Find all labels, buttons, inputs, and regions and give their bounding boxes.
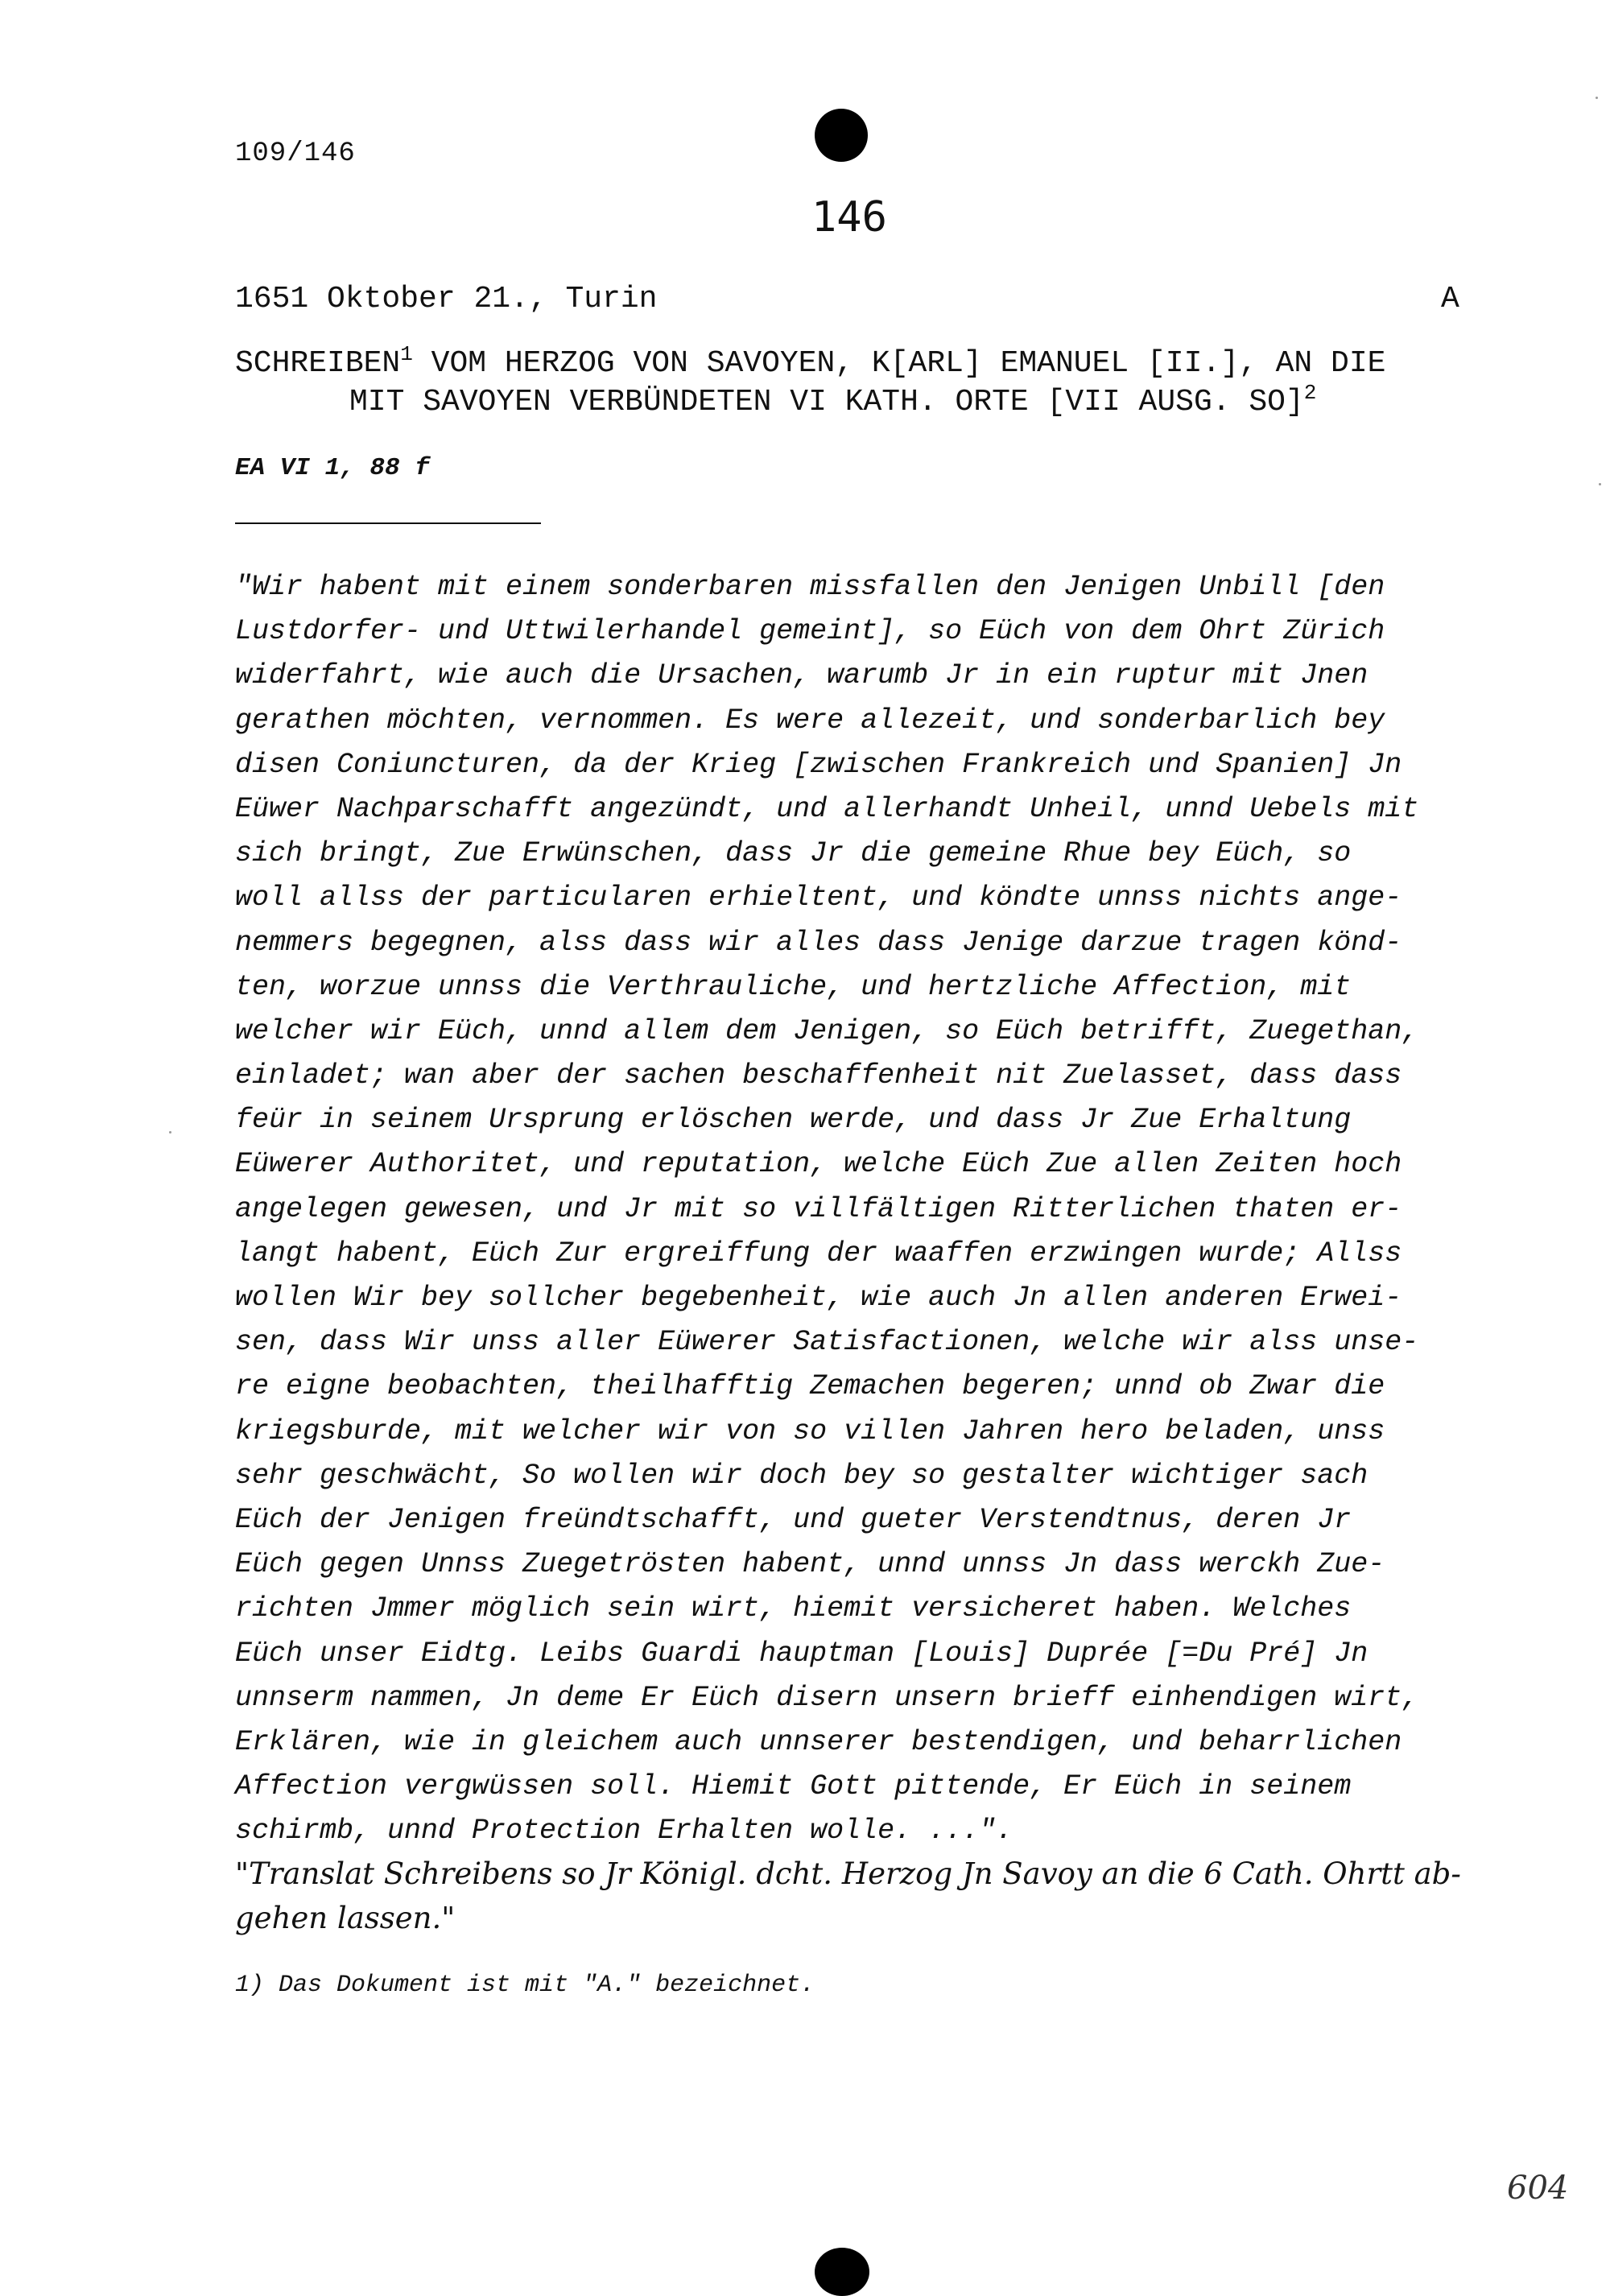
body-line: sich bringt, Zue Erwünschen, dass Jr die gemeine Rhue bey Eüch, so xyxy=(235,837,1352,870)
body-line: richten Jmmer möglich sein wirt, hiemit versicheret haben. Welches xyxy=(235,1592,1352,1625)
scan-speck xyxy=(1599,483,1601,485)
body-line: schirmb, unnd Protection Erhalten wolle. ...". xyxy=(235,1815,1013,1848)
body-line: re eigne beobachten, theilhafftig Zemachen begeren; unnd ob Zwar die xyxy=(235,1370,1385,1403)
title-line-1-rest: VOM HERZOG VON SAVOYEN, K[ARL] EMANUEL [II.], AN DIE xyxy=(412,346,1386,381)
body-line: sehr geschwächt, So wollen wir doch bey so gestalter wichtiger sach xyxy=(235,1459,1368,1492)
body-line: Eüch unser Eidtg. Leibs Guardi hauptman [Louis] Duprée [=Du Pré] Jn xyxy=(235,1637,1368,1670)
page-number: 146 xyxy=(811,193,887,242)
body-line: Eüch gegen Unnss Zuegetrösten habent, unnd unnss Jn dass werckh Zue- xyxy=(235,1548,1385,1581)
body-line: Eüwer Nachparschafft angezündt, und allerhandt Unheil, unnd Uebels mit xyxy=(235,792,1419,825)
body-line: Eüch der Jenigen freündtschafft, und gueter Verstendtnus, deren Jr xyxy=(235,1503,1352,1536)
body-line: widerfahrt, wie auch die Ursachen, warumb Jr in ein ruptur mit Jnen xyxy=(235,659,1368,692)
date-place: 1651 Oktober 21., Turin xyxy=(235,282,658,316)
body-line: Eüwerer Authoritet, und reputation, welche Eüch Zue allen Zeiten hoch xyxy=(235,1148,1402,1181)
title-line-1 xyxy=(235,342,1386,381)
body-line: angelegen gewesen, und Jr mit so villfältigen Ritterlichen thaten er- xyxy=(235,1192,1402,1225)
body-line: Lustdorfer- und Uttwilerhandel gemeint], so Eüch von dem Ohrt Zürich xyxy=(235,615,1385,648)
scan-speck xyxy=(1596,97,1598,99)
separator-rule xyxy=(235,522,541,524)
footnote: 1) Das Dokument ist mit "A." bezeichnet. xyxy=(235,1972,815,1999)
punch-hole-top xyxy=(815,109,868,162)
scan-speck xyxy=(169,1131,171,1134)
body-line: langt habent, Eüch Zur ergreiffung der waaffen erzwingen wurde; Allss xyxy=(235,1237,1402,1270)
body-line: woll allss der particularen erhieltent, und köndte unnss nichts ange- xyxy=(235,882,1402,915)
body-line: sen, dass Wir unss aller Eüwerer Satisfactionen, welche wir alss unse- xyxy=(235,1326,1419,1359)
body-line: kriegsburde, mit welcher wir von so villen Jahren hero beladen, unss xyxy=(235,1414,1385,1447)
translation-note xyxy=(235,1852,1475,1940)
body-line: einladet; wan aber der sachen beschaffenheit nit Zuelasset, dass dass xyxy=(235,1059,1402,1092)
translation-note-line: gehen lassen." xyxy=(235,1901,456,1935)
body-line: disen Coniuncturen, da der Krieg [zwischen Frankreich und Spanien] Jn xyxy=(235,748,1402,781)
source-reference: EA VI 1, 88 f xyxy=(235,454,430,482)
body-line: Affection vergwüssen soll. Hiemit Gott pittende, Er Eüch in seinem xyxy=(235,1770,1352,1803)
translation-note-line: "Translat Schreibens so Jr Königl. dcht. Herzog Jn Savoy an die 6 Cath. Ohrtt ab- xyxy=(235,1856,1461,1891)
punch-hole-bottom xyxy=(815,2248,869,2296)
body-line: gerathen möchten, vernommen. Es were allezeit, und sonderbarlich bey xyxy=(235,704,1385,737)
body-line: ten, worzue unnss die Verthrauliche, und hertzliche Affection, mit xyxy=(235,970,1352,1003)
title-line-1-main: SCHREIBEN xyxy=(235,346,401,381)
body-line: "Wir habent mit einem sonderbaren missfallen den Jenigen Unbill [den xyxy=(235,571,1385,603)
body-line: unnserm nammen, Jn deme Er Eüch disern unsern brieff einhendigen wirt, xyxy=(235,1681,1419,1714)
letter-body xyxy=(235,565,1475,1853)
handwritten-page-mark: 604 xyxy=(1507,2170,1569,2207)
body-line: feür in seinem Ursprung erlöschen werde, und dass Jr Zue Erhaltung xyxy=(235,1104,1352,1137)
footnote-ref-2: 2 xyxy=(1303,381,1317,405)
body-line: Erklären, wie in gleichem auch unnserer bestendigen, und beharrlichen xyxy=(235,1725,1402,1758)
document-number: 109/146 xyxy=(235,138,356,169)
title-line-2-main: MIT SAVOYEN VERBÜNDETEN VI KATH. ORTE [VII AUSG. SO] xyxy=(349,385,1304,419)
body-line: wollen Wir bey sollcher begebenheit, wie auch Jn allen anderen Erwei- xyxy=(235,1282,1402,1314)
title-line-2 xyxy=(349,381,1317,419)
footnote-ref-1: 1 xyxy=(400,342,413,366)
body-line: nemmers begegnen, alss dass wir alles dass Jenige darzue tragen könd- xyxy=(235,926,1402,959)
document-marker: A xyxy=(1441,282,1459,316)
body-line: welcher wir Eüch, unnd allem dem Jenigen, so Eüch betrifft, Zuegethan, xyxy=(235,1014,1419,1047)
